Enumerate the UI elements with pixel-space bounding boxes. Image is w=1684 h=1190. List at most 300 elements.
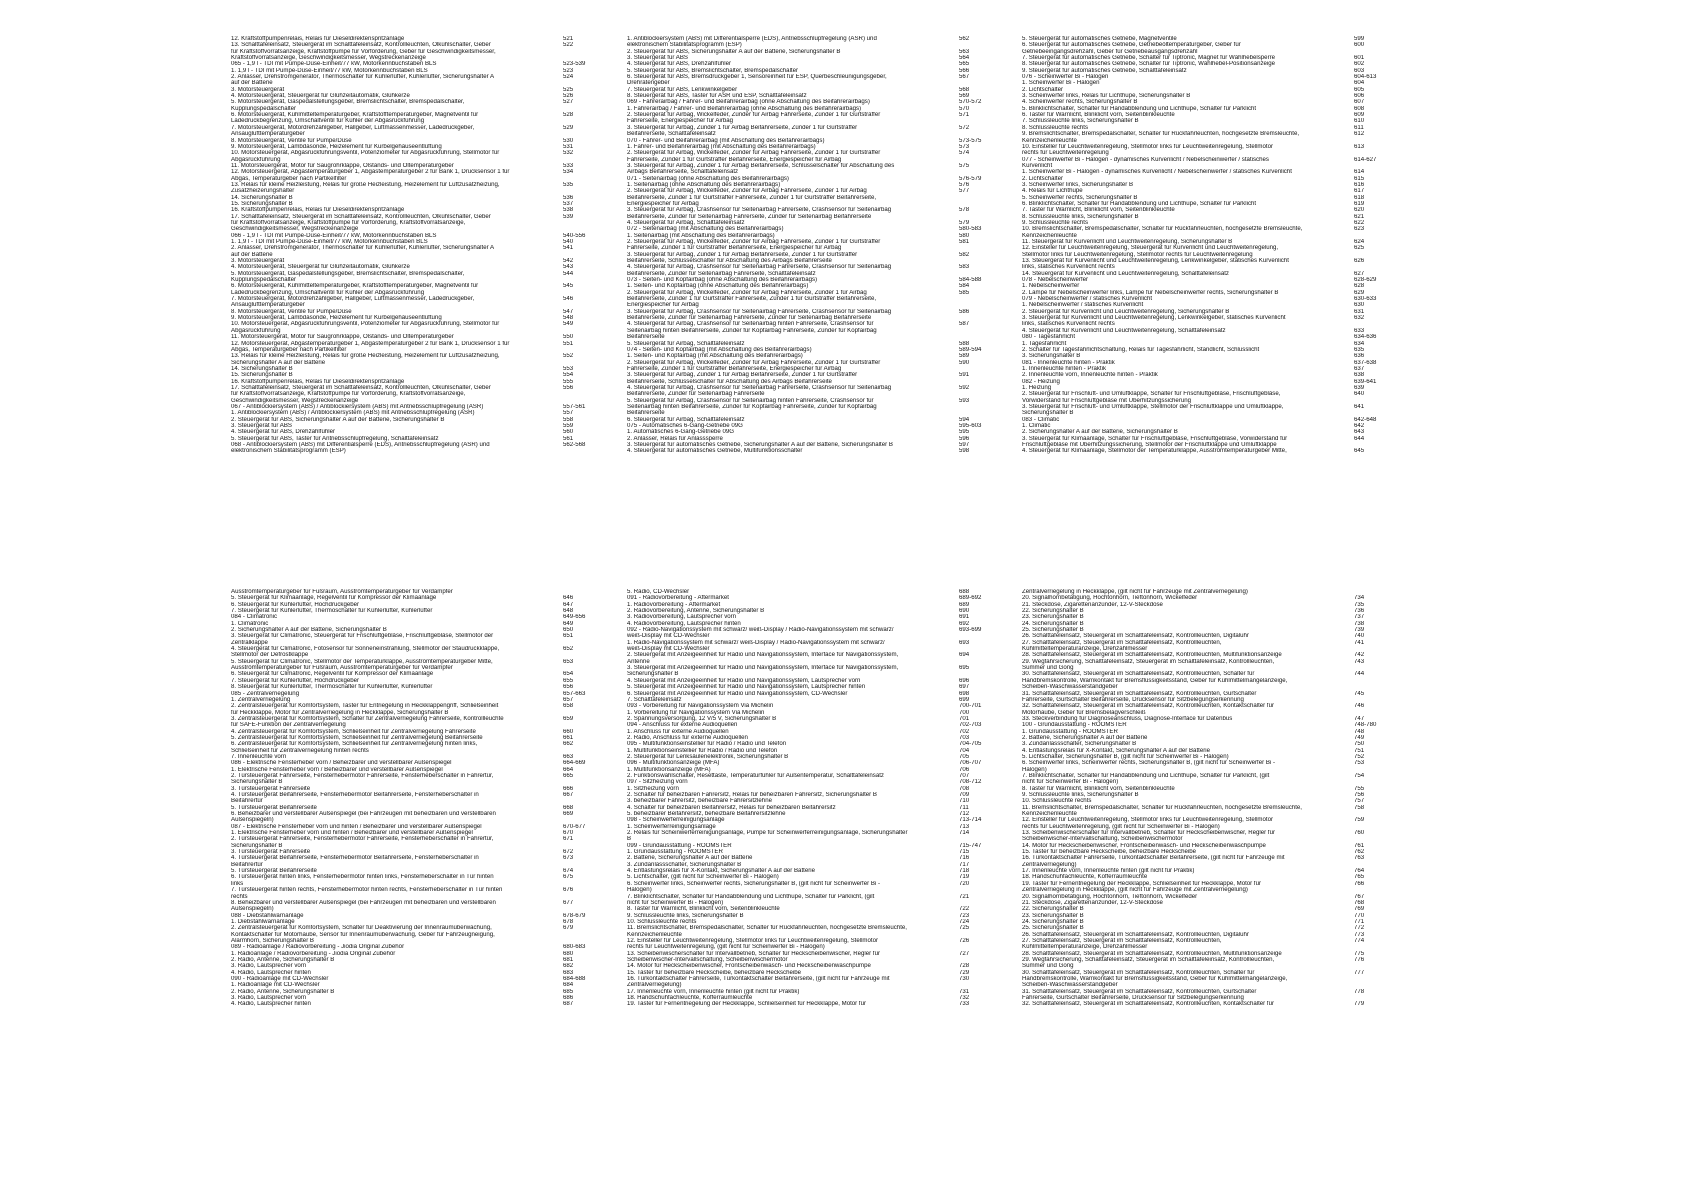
toc-entry-text: 3. Steuergerät für Airbag, Crashsensor für Seitenairbag Fahrerseite, Crashsensor für Seitenairbag — [627, 308, 892, 315]
toc-entry-text: weiß-Display mit CD-Wechsler — [627, 646, 710, 653]
toc-entry-text: Scheiben-Waschwasserstandgeber — [1022, 684, 1118, 691]
toc-entry-text: Beifahrerseite, Zünder für Seitenairbag Fahrerseite — [627, 391, 765, 398]
toc-entry-text: 085 - Zentralverriegelung — [231, 690, 300, 697]
toc-entry-text: Ausströmtemperaturgeber für Fußraum, Ausströmtemperaturgeber für Verdampfer — [231, 589, 453, 595]
toc-entry-text: für SAFE-Funktion der Zentralverriegelung — [231, 722, 346, 729]
toc-entry-page: 573 — [959, 143, 970, 150]
toc-entry-page: 527 — [563, 99, 574, 106]
toc-entry-page: 652 — [563, 646, 574, 653]
toc-entry-text: 1. 1,9 l - TDI mit Pumpe-Düse-Einheit/77 kW, Motorkennbuchstaben BLS — [231, 239, 428, 245]
toc-entry-text: 1. Nebelscheinwerfer — [1022, 283, 1080, 290]
toc-entry-text: 1. Climatronic — [231, 620, 269, 627]
toc-column-bottom-middle — [627, 589, 993, 1008]
toc-entry-text: 4. Steuergerät für Climatronic, Fotosensor für Sonneneinstrahlung, Stellmotor der Staudruckklappe, — [231, 646, 500, 653]
toc-entry-text: 21. Steckdose, Zigarettenanzünder, 12-V-Steckdose — [1022, 601, 1163, 608]
toc-entry-page: 532 — [563, 150, 574, 157]
toc-entry-page: 562-568 — [563, 442, 586, 448]
toc-entry-page: 538 — [563, 207, 574, 214]
toc-entry-text: 4. Scheinwerfer rechts, Sicherungshalter B — [1022, 99, 1138, 106]
toc-entry-text: Ansauglufttemperaturgeber — [231, 131, 305, 138]
toc-entry-text: 083 - Climatic — [1022, 416, 1060, 423]
toc-entry-text: Handbremskontrolle, Warnkontakt für Bremsflüssigkeitsstand, Geber für Kühlmittelmangelanzeige, — [1022, 677, 1288, 684]
toc-entry-page: 546 — [563, 296, 574, 303]
toc-entry-text: 10. Motorsteuergerät, Abgasrückführungsventil, Potenziometer für Abgasrückführung, Stellmotor für — [231, 150, 500, 157]
toc-entry-text: Zentralverriegelung in Heckklappe, (gilt nicht für Fahrzeuge mit Zentralverriegelung) — [1022, 887, 1248, 894]
toc-entry-text: 096 - Multifunktionsanzeige (MFA) — [627, 760, 720, 767]
toc-entry-text: 5. Motorsteuergerät, Gaspedalstellungsgeber, Bremslichtschalter, Bremspedalschalter, — [231, 99, 465, 106]
toc-entry-text: 4. Türsteuergerät Beifahrerseite, Fensterhebermotor Beifahrerseite, Fensterheberschalter in — [231, 792, 479, 798]
toc-column-bottom-right — [1022, 589, 1388, 1008]
toc-entry-page: 708 — [959, 785, 970, 792]
toc-entry-text: 26. Schalttafeleinsatz, Steuergerät im Schalttafeleinsatz, Kontrollleuchten, Digitaluhr — [1022, 931, 1249, 938]
toc-entry-text: 077 - Scheinwerfer Bi - Halogen - dynamisches Kurvenlicht / Nebelscheinwerfer / statisches — [1022, 156, 1269, 163]
toc-entry-text: 066 - 1,9 l - TDI mit Pumpe-Düse-Einheit/77 kW, Motorkennbuchstaben BLS — [231, 232, 437, 239]
toc-entry-text: 6. Zentralsteuergerät für Komfortsystem, Schließeinheit für Zentralverriegelung hinten links, — [231, 741, 478, 748]
toc-entry-text: 074 - Seiten- und Kopfairbag (mit Abschaltung des Beifahrerairbags) — [627, 346, 812, 353]
toc-entry-page: 725 — [959, 925, 970, 932]
toc-entry-text: Ladedruckbegrenzung, Umschaltventil für Kühler der Abgasrückführung — [231, 118, 425, 125]
toc-entry-text: 13. Schalttafeleinsatz, Steuergerät im Schalttafeleinsatz, Kontrollleuchten, Ölkühlschalter, Geber — [231, 42, 491, 49]
toc-entry-text: 3. beheizbarer Fahrersitz, beheizbare Fahrersitzlehne — [627, 798, 772, 805]
toc-entry-text: 1. Innenleuchte hinten - Praktik — [1022, 365, 1107, 372]
toc-entry-page: 688 — [959, 589, 970, 595]
toc-entry-page: 636 — [1354, 353, 1365, 360]
toc-entry-text: 14. Steuergerät für Kurvenlicht und Leuchtweitenregelung, Schalttafeleinsatz — [1022, 270, 1229, 277]
toc-entry-text: Beifahrerseite, Schalttafeleinsatz — [627, 131, 716, 138]
toc-entry-page: 718 — [959, 868, 970, 875]
toc-entry-text: nicht für Scheinwerfer Bi - Halogen) — [627, 899, 724, 906]
toc-entry-text: 1. Fahrerairbag / Fahrer- und Beifahrerairbag (ohne Abschaltung des Beifahrerairbags) — [627, 105, 862, 112]
toc-entry-text: 15. Taster für beheizbare Heckscheibe, beheizbare Heckscheibe — [627, 969, 801, 976]
toc-entry-text: Abgas, Temperaturgeber nach Partikelfilter — [231, 346, 347, 353]
toc-entry-text: 2. Steuergerät für ABS, Sicherungshalter A auf der Batterie, Sicherungshalter B — [627, 48, 841, 55]
toc-entry-text: 3. Scheinwerfer links, Relais für Lichthupe, Sicherungshalter B — [1022, 93, 1191, 100]
toc-entry-text: 11. Bremslichtschalter, Bremspedalschalter, Schalter für Rückfahrleuchten, hochgesetzte Bremsleuchte, — [1022, 804, 1302, 811]
toc-entry-page: 597 — [959, 442, 970, 448]
toc-entry-text: Abgasrückführung — [231, 156, 281, 163]
toc-entry-text: 1. Zentralverriegelung — [231, 696, 291, 703]
toc-entry-page: 537 — [563, 200, 574, 207]
toc-entry-text: 4. Steuergerät für Airbag, Crashsensor für Seitenairbag Fahrerseite, Crashsensor für Seitenairbag — [627, 384, 892, 391]
toc-entry-text: 12. Einsteller für Leuchtweitenregelung, Stellmotor links für Leuchtweitenregelung, Stellmotor — [1022, 817, 1273, 824]
toc-entry-text: Scheibenwischer-Intervallschaltung, Scheibenwischermotor — [627, 956, 788, 963]
toc-entry-text: 2. Anlasser, Drehstromgenerator, Thermoschalter für Kühlerlüfter, Kühlerlüfter, Sicherungshalter A — [231, 245, 495, 252]
toc-entry-page: 704 — [959, 747, 970, 754]
toc-entry-page: 743 — [1354, 658, 1365, 665]
toc-entry-text: 1. Tagesfahrlicht — [1022, 340, 1067, 347]
toc-entry-text: 9. Schlussleuchte links, Sicherungshalter B — [627, 912, 744, 919]
toc-column-top-left — [231, 36, 597, 455]
toc-entry-text: 4. Entlastungsrelais für X-Kontakt, Sicherungshalter A auf der Batterie — [627, 868, 815, 875]
toc-entry-page: 637 — [1354, 365, 1365, 372]
toc-entry-page: 614 — [1354, 169, 1365, 176]
toc-entry-page: 634 — [1354, 340, 1365, 347]
toc-entry-text: 11. Motorsteuergerät, Motor für Saugrohrklappe, Ölstands- und Öltemperaturgeber — [231, 162, 454, 169]
toc-entry-text: 1. Vorbereitung für Navigationssystem Via Michelin — [627, 709, 765, 716]
toc-entry-text: 093 - Vorbereitung für Navigationssystem Via Michelin — [627, 703, 774, 710]
toc-entry-text: 3. Zentralsteuergerät für Komfortsystem, Schalter für Zentralverriegelung Fahrerseite, Kontrollleuchte — [231, 715, 504, 722]
toc-entry-text: für Kraftstoffvorratsanzeige, Kraftstoffpumpe für Vorförderung, Kraftstoffvorratsanzeige, — [231, 391, 466, 398]
toc-column-top-right — [1022, 36, 1388, 455]
toc-entry-text: weiß-Display mit CD-Wechsler — [627, 633, 710, 640]
toc-entry-page: 541 — [563, 245, 574, 252]
toc-entry-text: Kupplungspedalschalter — [231, 105, 297, 112]
toc-entry-text: 2. Anlasser, Relais für Anlasssperre — [627, 435, 723, 442]
toc-entry-page: 676 — [563, 887, 574, 894]
toc-entry-text: 4. Radio, Lautsprecher hinten — [231, 969, 311, 976]
toc-entry-text: 098 - Scheinwerferreinigungsanlage — [627, 817, 725, 824]
toc-entry-text: Halogen) — [627, 887, 652, 894]
toc-entry-text: 5. Blinklichtschalter, Schalter für Handabblendung und Lichthupe, Schalter für Parklicht — [1022, 105, 1257, 112]
toc-entry-text: 094 - Anschluss für externe Audioquellen — [627, 722, 738, 729]
toc-entry-page: 542 — [563, 258, 574, 265]
toc-entry — [627, 448, 993, 454]
toc-entry-page: 584-588 — [959, 277, 982, 284]
toc-entry-page: 731 — [959, 988, 970, 995]
toc-entry-text: 16. Kraftstoffpumpenrelais, Relais für Dieseldirektenspritzanlage — [231, 378, 405, 385]
toc-entry-page: 522 — [563, 42, 574, 49]
toc-entry-page: 670 — [563, 830, 574, 837]
toc-entry-text: Antenne — [627, 658, 650, 665]
toc-entry-page: 604 — [1354, 80, 1365, 87]
toc-entry-page: 660 — [563, 728, 574, 735]
toc-entry-text: elektronischem Stabilitätsprogramm (ESP) — [627, 42, 742, 49]
toc-entry-text: 4. Türsteuergerät Beifahrerseite, Fensterhebermotor Beifahrerseite, Fensterheberschalter in — [231, 855, 479, 862]
toc-entry-text: 5. Lichtschalter, (gilt nicht für Scheinwerfer Bi - Halogen) — [627, 874, 779, 881]
toc-entry-text: Scheiben-Waschwasserstandgeber — [1022, 982, 1118, 989]
toc-entry-text: 15. Sicherungshalter B — [231, 200, 293, 207]
toc-entry-text: Kontaktschalter für Motorhaube, Sensor für Innenraumüberwachung, Geber für Fahrzeugneigung, — [231, 931, 495, 938]
toc-entry-text: 13. Relais für kleine Heizleistung, Relais für große Heizleistung, Heizelement für Luftzusatzheizung, — [231, 353, 500, 360]
toc-entry-page: 769 — [1354, 906, 1365, 913]
toc-entry-text: Motorhaube, Geber für Bremsbelagverschleiß — [1022, 709, 1146, 716]
toc-entry-page: 649 — [563, 620, 574, 627]
toc-entry-text: elektronischem Stabilitätsprogramm (ESP) — [231, 448, 346, 455]
toc-entry-text: Seitenairbag hinten Beifahrerseite, Zünder für Kopfairbag Fahrerseite, Zünder für Kopfairbag — [627, 327, 877, 334]
toc-entry-text: 14. Motor für Heckscheibenwischer, Frontscheibenwasch- und Heckscheibenwaschpumpe — [1022, 842, 1266, 849]
toc-entry-page: 548 — [563, 315, 574, 322]
toc-entry-text: 3. Steuergerät mit Anzeigeeinheit für Radio und Navigationssystem, Interface für Navigationssystem, — [627, 665, 899, 672]
toc-entry-page: 642-648 — [1354, 416, 1377, 423]
toc-entry-text: 3. Steuergerät für Airbag, Zünder 1 für Airbag Beifahrerseite, Schlüsselschalter für Abschaltung des — [627, 162, 895, 169]
toc-entry — [231, 1001, 597, 1007]
toc-entry-page: 578 — [959, 207, 970, 214]
toc-entry-page: 719 — [959, 874, 970, 881]
toc-entry-text: 9. Steuergerät für automatisches Getriebe, Schalttafeleinsatz — [1022, 67, 1187, 74]
toc-entry-text: Beifahrerseite, Zünder für Seitenairbag Fahrerseite, Schalttafeleinsatz — [627, 270, 816, 277]
toc-entry-page: 680-683 — [563, 944, 586, 951]
toc-entry-text: 1. Climatic — [1022, 422, 1051, 429]
toc-entry-page: 672 — [563, 849, 574, 856]
toc-entry-page: 643 — [1354, 429, 1365, 436]
toc-entry-page: 708-712 — [959, 779, 982, 786]
toc-entry-text: 9. Motorsteuergerät, Lambdasonde, Heizelement für Kurbelgehäuseentlüftung — [231, 315, 442, 322]
toc-entry-page: 657-663 — [563, 690, 586, 697]
toc-entry-page: 595 — [959, 429, 970, 436]
toc-entry-text: 088 - Diebstahlwarnanlage — [231, 912, 304, 919]
toc-entry-page: 575 — [959, 162, 970, 169]
toc-entry-text: 4. Steuergerät für Airbag, Crashsensor für Seitenairbag hinten Fahrerseite, Crashsensor für — [627, 321, 874, 328]
toc-entry-text: 2. Steuergerät für Airbag, Wickelfeder, Zünder für Airbag Fahrerseite, Zünder 1 für Gurtstraffer — [627, 150, 881, 157]
toc-entry-page: 580 — [959, 232, 970, 239]
toc-entry-text: 4. Steuergerät für ABS, Drehzahlfühler — [231, 429, 335, 436]
toc-entry-text: 1. Seiten- und Kopfairbag (ohne Abschaltung des Beifahrerairbags) — [627, 283, 809, 290]
toc-column-bottom-left — [231, 589, 597, 1008]
toc-entry-page: 585 — [959, 289, 970, 296]
toc-entry-page: 563 — [959, 48, 970, 55]
toc-entry-page: 645 — [1354, 448, 1365, 455]
toc-entry-text: 13. Steuergerät für Kurvenlicht und Leuchtweitenregelung, Lenkwinkelgeber, statisches Kurvenlicht — [1022, 258, 1289, 265]
toc-entry-text: Außenspiegeln) — [231, 906, 274, 913]
toc-entry-text: 10. Schlussleuchte rechts — [1022, 798, 1092, 805]
toc-entry-text: 9. Bremslichtschalter, Bremspedalschalter, Schalter für Rückfahrleuchten, hochgesetzte Bremsleuchte, — [1022, 131, 1300, 138]
toc-entry-page: 640 — [1354, 391, 1365, 398]
toc-entry-text: 089 - Radioanlage / Radiovorbereitung - Jiodia Original Zubehör — [231, 944, 405, 951]
toc-entry-text: 26. Schalttafeleinsatz, Steuergerät im Schalttafeleinsatz, Kontrollleuchten, Digitaluhr — [1022, 633, 1249, 640]
toc-entry-page: 544 — [563, 270, 574, 277]
toc-entry-text: Vorwiderstand für Frischluftgebläse mit Überhitzungssicherung — [1022, 397, 1192, 404]
toc-entry-text: 2. Batterie, Sicherungshalter A auf der Batterie — [1022, 734, 1148, 741]
toc-entry-page: 665 — [563, 772, 574, 779]
toc-entry-page: 521 — [563, 36, 574, 42]
toc-entry-page: 540 — [563, 239, 574, 245]
toc-entry-page: 648 — [563, 608, 574, 615]
toc-entry-text: Energiespeicher für Airbag — [627, 200, 699, 207]
toc-entry-text: 8. Motorsteuergerät, Ventile für Pumpe/Düse — [231, 308, 352, 315]
toc-entry-page: 770 — [1354, 912, 1365, 919]
toc-entry-page: 755 — [1354, 785, 1365, 792]
toc-entry-text: 2. Batterie, Sicherungshalter A auf der Batterie — [627, 855, 753, 862]
toc-entry-text: links, statisches Kurvenlicht rechts — [1022, 264, 1115, 271]
toc-entry-text: 16. Türkontaktschalter Fahrerseite, Türkontaktschalter Beifahrerseite, (gilt nicht für Fahrzeuge mit — [627, 975, 890, 982]
toc-entry-page: 753 — [1354, 760, 1365, 767]
toc-entry-text: Beifahrerseite, Zünder für Seitenairbag Fahrerseite, Zünder für Seitenairbag Beifahrerseite — [627, 315, 872, 322]
toc-entry-text: 087 - Elektrische Fensterheber vorn und hinten / Beheizbarer und verstellbarer Außenspiegel — [231, 823, 482, 830]
toc-entry-text: 1. Scheinwerfer Bi - Halogen — [1022, 80, 1100, 87]
toc-entry-text: 1. Scheinwerfer Bi - Halogen - dynamisches Kurvenlicht / Nebelscheinwerfer / statisches Kurvenlicht — [1022, 169, 1292, 176]
toc-entry-text: Summer und Gong — [1022, 665, 1074, 672]
toc-entry-page: 584 — [959, 283, 970, 290]
toc-entry-text: 1. Radioanlage mit CD-Wechsler — [231, 982, 320, 989]
toc-entry-text: 3. Zündanlassschalter, Sicherungshalter B — [1022, 741, 1137, 748]
toc-entry-page: 598 — [959, 448, 970, 455]
toc-entry-page: 664 — [563, 766, 574, 773]
toc-entry-page: 748 — [1354, 728, 1365, 735]
toc-entry-text: Beifahrerseite, Zünder 1 für Gurtstraffer Fahrerseite, Zünder 1 für Gurtstraffer Beifahrerseite, — [627, 296, 877, 303]
toc-entry-text: rechts — [231, 893, 248, 900]
toc-entry-page: 729 — [959, 969, 970, 976]
toc-entry-text: links, statisches Kurvenlicht rechts — [1022, 321, 1115, 328]
toc-entry-page: 679 — [563, 925, 574, 932]
toc-entry-text: 5. Steuergerät für Klimaanlage, Regelventil für Kompressor der Klimaanlage — [231, 595, 437, 602]
toc-entry-page: 757 — [1354, 798, 1365, 805]
toc-entry-text: Beifahrerseite, Zünder für Seitenairbag Fahrerseite, Zünder für Seitenairbag Beifahrerseite — [627, 213, 872, 220]
toc-entry-page: 547 — [563, 308, 574, 315]
toc-entry-text: 4. Motorsteuergerät, Steuergerät für Glühzeitautomatik, Glühkerze — [231, 93, 410, 100]
toc-entry-text: 16. Türkontaktschalter Fahrerseite, Türkontaktschalter Beifahrerseite, (gilt nicht für Fahrzeuge mit — [1022, 855, 1285, 862]
toc-entry-text: 15. Sicherungshalter B — [231, 372, 293, 379]
toc-entry-text: 3. Steuergerät für automatisches Getriebe, Sicherungshalter A auf der Batterie, Sicherungshalter B — [627, 442, 893, 448]
toc-entry-text: 2. Türsteuergerät Fahrerseite, Fensterhebermotor Fahrerseite, Fensterheberschalter in Fahrertür, — [231, 836, 494, 843]
toc-entry-page: 601 — [1354, 55, 1365, 62]
toc-entry-page: 591 — [959, 372, 970, 379]
toc-entry-page: 573-575 — [959, 137, 982, 144]
toc-entry-page: 667 — [563, 792, 574, 798]
toc-entry-text: für Kraftstoffvorratsanzeige, Kraftstoffpumpe für Vorförderung, Geber für Geschwindigkeitsmesser, — [231, 48, 496, 55]
toc-entry-page: 642 — [1354, 422, 1365, 429]
toc-entry-page: 526 — [563, 93, 574, 100]
toc-entry-text: 1. Seiten- und Kopfairbag (mit Abschaltung des Beifahrerairbags) — [627, 353, 803, 360]
toc-entry-text: 2. Sicherungshalter A auf der Batterie, Sicherungshalter B — [231, 627, 387, 634]
toc-entry-text: 099 - Grundausstattung - ROOMSTER — [627, 842, 732, 849]
toc-entry-page: 550 — [563, 334, 574, 341]
toc-entry-page: 687 — [563, 1001, 574, 1008]
toc-entry-text: 1. 1,9 l - TDI mit Pumpe-Düse-Einheit/77 kW, Motorkennbuchstaben BLS — [231, 67, 428, 74]
toc-entry-page: 566 — [959, 67, 970, 74]
toc-entry-text: 3. Radiovorbereitung, Lautsprecher vorn — [627, 614, 737, 621]
toc-entry-page: 706 — [959, 766, 970, 773]
toc-entry-page: 529 — [563, 124, 574, 131]
toc-entry-text: 1. Scheinwerferreinigungsanlage — [627, 823, 716, 830]
toc-entry-page: 664-669 — [563, 760, 586, 767]
toc-entry-text: 3. Sicherungshalter B — [1022, 353, 1081, 360]
toc-entry-text: 1. Heizung — [1022, 384, 1052, 391]
toc-entry-text: 14. Motor für Heckscheibenwischer, Frontscheibenwasch- und Heckscheibenwaschpumpe — [627, 963, 871, 970]
toc-entry — [1022, 448, 1388, 454]
toc-entry-page: 778 — [1354, 988, 1365, 995]
toc-entry-text: 6. Steuergerät für Airbag, Schalttafeleinsatz — [627, 416, 745, 423]
toc-entry-page: 767 — [1354, 893, 1365, 900]
toc-entry-page: 630 — [1354, 302, 1365, 309]
toc-entry-text: 071 - Seitenairbag (ohne Abschaltung des Beifahrerairbags) — [627, 175, 789, 182]
toc-entry-page: 558 — [563, 416, 574, 423]
toc-entry-page: 682 — [563, 963, 574, 970]
toc-entry-page: 716 — [959, 855, 970, 862]
toc-entry-text: 2. Steuergerät für Airbag, Wickelfeder, Zünder für Airbag Fahrerseite, Zünder 1 für Airbag — [627, 188, 867, 195]
toc-entry-page: 732 — [959, 995, 970, 1001]
toc-entry-text: 7. Schalttafeleinsatz — [627, 696, 682, 703]
toc-entry-page: 655 — [563, 677, 574, 684]
toc-entry-text: 2. Radio, Antenne, Sicherungshalter B — [231, 956, 335, 963]
toc-entry-text: 27. Schalttafeleinsatz, Steuergerät im Schalttafeleinsatz, Kontrollleuchten, — [1022, 639, 1222, 646]
toc-entry-page: 739 — [1354, 627, 1365, 634]
toc-entry-page: 693-699 — [959, 627, 982, 634]
toc-entry-text: 3. Steuergerät für Frischluft- und Umluftklappe, Stellmotor der Frischluftklappe und Umluftklappe, — [1022, 403, 1284, 410]
toc-entry-page: 630-633 — [1354, 296, 1377, 303]
toc-entry-text: 2. Steuergerät für Lenksäulenelektronik, Sicherungshalter B — [627, 753, 789, 760]
toc-entry-text: rechts für Leuchtweitenregelung, (gilt nicht für Scheinwerfer Bi - Halogen) — [627, 944, 825, 951]
toc-entry-text: 23. Sicherungshalter B — [1022, 614, 1084, 621]
toc-entry-page: 737 — [1354, 614, 1365, 621]
toc-entry-text: 6. Steuergerät mit Anzeigeeinheit für Radio und Navigationssystem, CD-Wechsler — [627, 690, 848, 697]
toc-entry-page: 610 — [1354, 118, 1365, 125]
toc-entry-page: 668 — [563, 804, 574, 811]
toc-entry-page: 684 — [563, 982, 574, 989]
toc-entry-page: 721 — [959, 893, 970, 900]
toc-entry-text: 17. Schalttafeleinsatz, Steuergerät im Schalttafeleinsatz, Kontrollleuchten, Ölkühlschalter, Geber — [231, 213, 491, 220]
toc-entry-page: 695 — [959, 665, 970, 672]
toc-entry-page: 698 — [959, 690, 970, 697]
toc-entry-page: 733 — [959, 1001, 970, 1008]
toc-entry-text: 20. Signalhornbetätigung, Hochtonhorn, Tieftonhorn, Wickelfeder — [1022, 893, 1198, 900]
toc-entry-page: 720 — [959, 880, 970, 887]
toc-entry-page: 635 — [1354, 346, 1365, 353]
toc-entry-page: 712 — [959, 811, 970, 818]
toc-entry-text: 068 - Antiblockiersystem (ABS) mit Differentialsperre (EDS), Antriebsschlupfregelung (ASR) und — [231, 442, 490, 448]
toc-entry-page: 593 — [959, 397, 970, 404]
toc-entry-page: 709 — [959, 792, 970, 798]
toc-entry-text: Beifahrerseite — [627, 334, 665, 341]
toc-entry-page: 690 — [959, 608, 970, 615]
toc-entry-text: 7. Blinklichtschalter, Schalter für Handabblendung und Lichthupe, Schalter für Parklicht, (gilt — [627, 893, 875, 900]
toc-entry-text: 3. Radio, Lautsprecher vorn — [231, 963, 307, 970]
toc-entry-text: 19. Taster für Fernentriegelung der Heckklappe, Schließeinheit für Heckklappe, Motor für — [627, 1001, 867, 1008]
toc-entry-text: 097 - Sitzheizung vorn — [627, 779, 688, 786]
toc-entry-page: 654 — [563, 671, 574, 678]
toc-entry-text: Stellmotor der Defrostklappe — [231, 652, 309, 659]
toc-entry-page: 592 — [959, 384, 970, 391]
toc-entry-text: 31. Schalttafeleinsatz, Steuergerät im Schalttafeleinsatz, Kontrollleuchten, Gurtschalter — [1022, 690, 1257, 697]
toc-entry — [627, 1001, 993, 1007]
toc-entry-text: 18. Handschuhfachleuchte, Kofferraumleuchte — [627, 995, 753, 1001]
toc-entry-page: 576 — [959, 181, 970, 188]
toc-entry-page: 678-679 — [563, 912, 586, 919]
toc-entry-text: 5. Steuergerät für ABS, Bremslichtschalter, Bremspedalschalter — [627, 67, 799, 74]
toc-entry-text: 7. Schlussleuchte links, Sicherungshalter B — [1022, 118, 1139, 125]
toc-entry-page: 559 — [563, 422, 574, 429]
toc-entry-text: 1. Elektrische Fensterheber vorn / Beheizbarer und verstellbarer Außenspiegel — [231, 766, 443, 773]
toc-entry-text: 30. Schalttafeleinsatz, Steuergerät im Schalttafeleinsatz, Kontrollleuchten, Schalter für — [1022, 969, 1255, 976]
toc-entry-page: 763 — [1354, 855, 1365, 862]
toc-entry-text: 100 - Grundausstattung - ROOMSTER — [1022, 722, 1127, 729]
toc-entry-page: 595-603 — [959, 422, 982, 429]
toc-entry-text: 3. Steuergerät für Kurvenlicht und Leuchtweitenregelung, Lenkwinkelgeber, statisches Kurvenlicht — [1022, 315, 1286, 322]
toc-entry-text: 3. Türsteuergerät Fahrerseite — [231, 849, 311, 856]
toc-entry-page: 742 — [1354, 652, 1365, 659]
toc-entry-page: 568 — [959, 86, 970, 93]
toc-entry-page: 704-705 — [959, 741, 982, 748]
toc-entry-text: 13. Scheibenwischerschalter für Intervallbetrieb, Schalter für Heckscheibenwischer, Regler für — [1022, 830, 1276, 837]
toc-entry-text: Halogen) — [1022, 766, 1047, 773]
toc-entry-page: 582 — [959, 251, 970, 258]
toc-entry-text: Airbags Beifahrerseite, Schalttafeleinsatz — [627, 169, 739, 176]
toc-entry-text: 22. Sicherungshalter B — [1022, 906, 1084, 913]
toc-entry-text: 5. Türsteuergerät Beifahrerseite — [231, 804, 317, 811]
toc-entry-text: 15. Taster für beheizbare Heckscheibe, beheizbare Heckscheibe — [1022, 849, 1196, 856]
toc-entry-text: 1. Multifunktionsanzeige (MFA) — [627, 766, 711, 773]
toc-entry-text: 3. Steuergerät für Airbag, Zünder 1 für Airbag Beifahrerseite, Zünder 1 für Gurtstraffer — [627, 251, 858, 258]
toc-entry-text: 4. Steuergerät für Klimaanlage, Stellmotor der Temperaturklappe, Ausströmtemperaturgeber Mitte, — [1022, 448, 1287, 455]
toc-entry-page: 740 — [1354, 633, 1365, 640]
toc-entry-text: 3. Steuergerät für Klimaanlage, Schalter für Frischluftgebläse, Frischluftgebläse, Vorwiderstand für — [1022, 435, 1288, 442]
toc-entry-page: 738 — [1354, 620, 1365, 627]
toc-entry-text: 5. Steuergerät mit Anzeigeeinheit für Radio und Navigationssystem, Lautsprecher hinten — [627, 684, 866, 691]
toc-entry-page: 606 — [1354, 93, 1365, 100]
toc-entry-text: 32. Schalttafeleinsatz, Steuergerät im Schalttafeleinsatz, Kontrollleuchten, Kontaktschalter für — [1022, 1001, 1275, 1008]
toc-entry-text: 1. Fahrer- und Beifahrerairbag (mit Abschaltung des Beifahrerairbags) — [627, 143, 816, 150]
toc-entry-text: 11. Motorsteuergerät, Motor für Saugrohrklappe, Ölstands- und Öltemperaturgeber — [231, 334, 454, 341]
toc-entry-text: 082 - Heizung — [1022, 378, 1060, 385]
toc-entry-text: rechts für Leuchtweitenregelung — [1022, 150, 1109, 157]
toc-entry-text: 3. Steuergerät für ABS — [231, 422, 292, 429]
toc-entry-page: 706-707 — [959, 760, 982, 767]
toc-entry-text: B — [627, 836, 632, 843]
toc-entry-page: 626 — [1354, 258, 1365, 265]
toc-entry-text: 067 - Antiblockiersystem (ABS) / Antiblockiersystem (ABS) mit Antriebsschlupfregelung (ASR) — [231, 403, 484, 410]
toc-entry-page: 735 — [1354, 601, 1365, 608]
toc-entry-text: 17. Innenleuchte vorn, Innenleuchte hinten (gilt nicht für Praktik) — [627, 988, 800, 995]
toc-entry-text: 2. Radio, Anschluss für externe Audioquellen — [627, 734, 748, 741]
